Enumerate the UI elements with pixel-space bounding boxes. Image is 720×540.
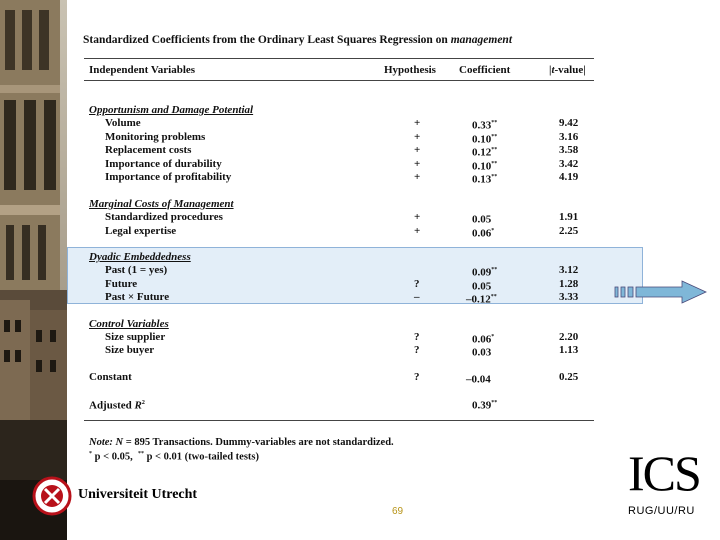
- coefficient-cell: –0.04: [466, 373, 491, 386]
- hypothesis-cell: ?: [414, 278, 420, 290]
- table-rule-top: [84, 58, 594, 59]
- table-rule-header: [84, 80, 594, 81]
- coefficient-cell: 0.13**: [472, 173, 498, 186]
- variable-label: Size buyer: [105, 344, 155, 356]
- coefficient-cell: 0.33**: [472, 119, 498, 132]
- significance-mark: **: [491, 147, 498, 153]
- variable-label: Past (1 = yes): [105, 264, 168, 276]
- hypothesis-cell: +: [414, 225, 421, 237]
- significance-mark: **: [491, 161, 498, 167]
- hypothesis-cell: +: [414, 211, 421, 223]
- hypothesis-cell: +: [414, 131, 421, 143]
- tvalue-cell: 9.42: [559, 117, 579, 129]
- coefficient-cell: 0.06*: [472, 227, 495, 240]
- tvalue-cell: 2.20: [559, 331, 579, 343]
- variable-label: Monitoring problems: [105, 131, 206, 143]
- coefficient-cell: 0.10**: [472, 133, 498, 146]
- variable-label: Legal expertise: [105, 225, 177, 237]
- coefficient-cell: 0.10**: [472, 160, 498, 173]
- significance-mark: *: [491, 334, 495, 340]
- variable-label: Volume: [105, 117, 141, 129]
- tvalue-cell: 3.58: [559, 144, 579, 156]
- hypothesis-cell: +: [414, 117, 421, 129]
- ics-logo-subtitle: RUG/UU/RU: [628, 505, 695, 517]
- significance-mark: **: [490, 294, 497, 300]
- section-heading: Opportunism and Damage Potential: [89, 104, 254, 116]
- university-name: Universiteit Utrecht: [78, 487, 198, 502]
- page-number: 69: [392, 506, 404, 517]
- variable-label: Past × Future: [105, 291, 170, 303]
- hypothesis-cell: ?: [414, 344, 420, 356]
- coefficient-cell: 0.39**: [472, 399, 498, 412]
- variable-label: Future: [105, 278, 138, 290]
- coefficient-cell: 0.03: [472, 346, 492, 359]
- header-coefficient: Coefficient: [459, 64, 511, 76]
- tower-photo: [0, 0, 67, 540]
- right-arrow-icon: [614, 279, 708, 310]
- significance-mark: **: [491, 134, 498, 140]
- header-hypothesis: Hypothesis: [384, 64, 436, 76]
- tvalue-cell: 3.12: [559, 264, 579, 276]
- coefficient-cell: 0.06*: [472, 333, 495, 346]
- significance-mark: **: [491, 174, 498, 180]
- variable-label: Size supplier: [105, 331, 166, 343]
- coefficient-cell: –0.12**: [466, 293, 497, 306]
- significance-mark: **: [491, 400, 498, 406]
- hypothesis-cell: –: [414, 291, 420, 303]
- table-note: Note: N = 895 Transactions. Dummy-variables are not standardized.: [89, 437, 394, 448]
- significance-mark: **: [491, 120, 498, 126]
- significance-mark: *: [491, 228, 495, 234]
- section-heading: Dyadic Embeddedness: [89, 251, 191, 263]
- coefficient-cell: 0.12**: [472, 146, 498, 159]
- variable-label: Constant: [89, 371, 132, 383]
- section-heading: Marginal Costs of Management: [89, 198, 234, 210]
- significance-note: * p < 0.05, ** p < 0.01 (two-tailed tests): [89, 451, 260, 463]
- tvalue-cell: 1.13: [559, 344, 579, 356]
- ics-logo: ICS: [628, 445, 700, 501]
- tvalue-cell: 3.42: [559, 158, 579, 170]
- hypothesis-cell: ?: [414, 331, 420, 343]
- hypothesis-cell: +: [414, 158, 421, 170]
- tvalue-cell: 3.16: [559, 131, 579, 143]
- table-title: Standardized Coefficients from the Ordinary Least Squares Regression on management: [83, 34, 513, 46]
- section-heading: Control Variables: [89, 318, 169, 330]
- tvalue-cell: 1.91: [559, 211, 579, 223]
- significance-mark: **: [491, 267, 498, 273]
- header-variables: Independent Variables: [89, 64, 196, 76]
- variable-label: Standardized procedures: [105, 211, 223, 223]
- coefficient-cell: 0.05: [472, 280, 492, 293]
- tvalue-cell: 2.25: [559, 225, 579, 237]
- tvalue-cell: 0.25: [559, 371, 579, 383]
- variable-label: Importance of durability: [105, 158, 222, 170]
- table-rule-bottom: [84, 420, 594, 421]
- tvalue-cell: 1.28: [559, 278, 579, 290]
- coefficient-cell: 0.09**: [472, 266, 498, 279]
- hypothesis-cell: +: [414, 171, 421, 183]
- variable-label: Replacement costs: [105, 144, 192, 156]
- tvalue-cell: 4.19: [559, 171, 579, 183]
- variable-label: Importance of profitability: [105, 171, 232, 183]
- variable-label: Adjusted $R^2$: [89, 399, 145, 412]
- hypothesis-cell: +: [414, 144, 421, 156]
- tvalue-cell: 3.33: [559, 291, 579, 303]
- coefficient-cell: 0.05: [472, 213, 492, 226]
- header-tvalue: |t-value|: [549, 64, 586, 76]
- hypothesis-cell: ?: [414, 371, 420, 383]
